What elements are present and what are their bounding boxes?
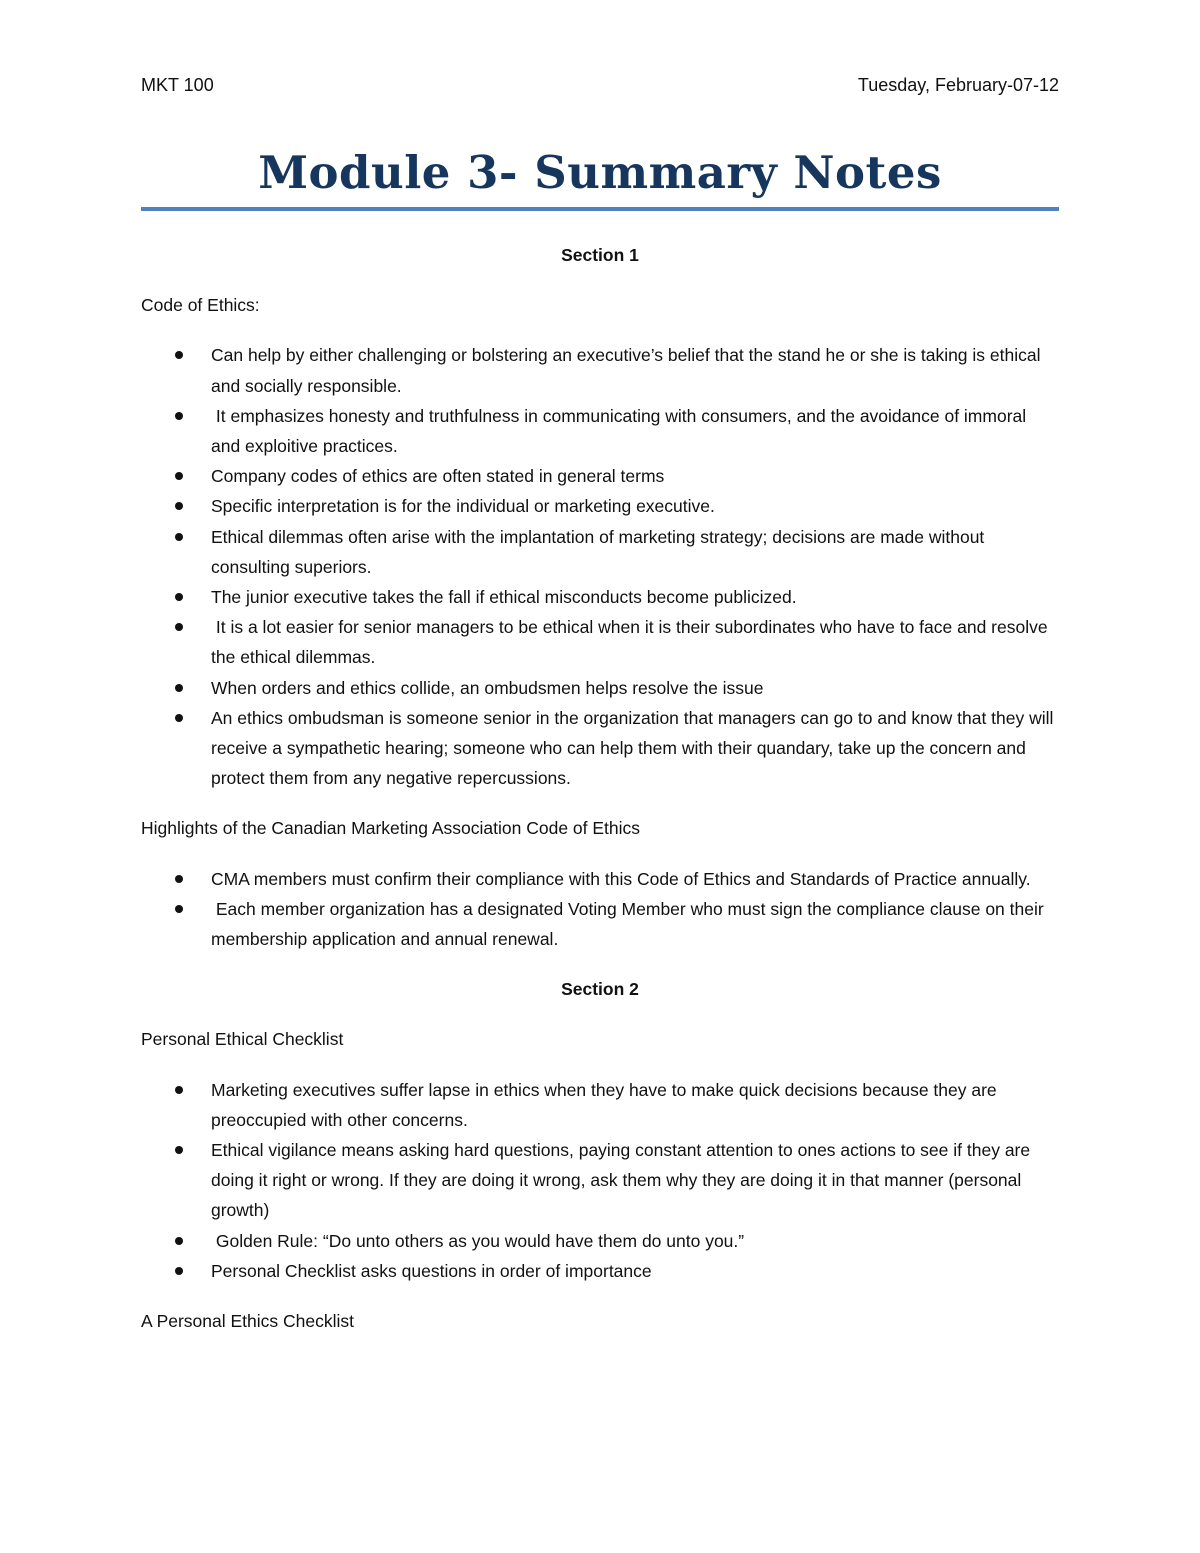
list-item-text: Golden Rule: “Do unto others as you would have them do unto you.” [211, 1230, 745, 1251]
cma-highlights-list [141, 864, 1059, 955]
list-item-text: Marketing executives suffer lapse in ethics when they have to make quick decisions because they are preoccupied with other concerns. [211, 1079, 997, 1130]
list-item-text: It is a lot easier for senior managers to be ethical when it is their subordinates who have to face and resolve the ethical dilemmas. [211, 617, 1053, 668]
bullet-icon [175, 905, 183, 913]
code-of-ethics-list [141, 340, 1059, 793]
list-item [141, 673, 1059, 703]
title-underline [141, 207, 1059, 211]
bullet-icon [175, 1086, 183, 1094]
list-item-text: Personal Checklist asks questions in order of importance [211, 1260, 652, 1281]
document-date: Tuesday, February-07-12 [857, 75, 1059, 95]
list-item-text: Company codes of ethics are often stated in general terms [211, 466, 665, 487]
list-item [141, 1075, 1059, 1135]
list-item-text: Specific interpretation is for the individual or marketing executive. [211, 496, 715, 517]
list-item [141, 401, 1059, 461]
bullet-icon [175, 593, 183, 601]
list-item [141, 864, 1059, 894]
section-1-heading: Section 1 [561, 245, 639, 265]
list-item [141, 1226, 1059, 1256]
list-item-text: Can help by either challenging or bolstering an executive’s belief that the stand he or she is taking is ethical and socially responsible. [211, 345, 1041, 396]
list-item-text: Ethical dilemmas often arise with the implantation of marketing strategy; decisions are made without consulting superiors. [211, 526, 985, 577]
list-item [141, 582, 1059, 612]
code-of-ethics-label: Code of Ethics: [141, 295, 260, 316]
list-item [141, 461, 1059, 491]
section-2-heading: Section 2 [561, 979, 639, 1000]
bullet-icon [175, 1146, 183, 1154]
list-item [141, 1256, 1059, 1286]
list-item-text: Each member organization has a designated Voting Member who must sign the compliance clause on their membership application and annual renewal. [211, 898, 1049, 950]
list-item [141, 1135, 1059, 1226]
list-item [141, 522, 1059, 582]
bullet-icon [175, 684, 183, 692]
page-title: Module 3- Summary Notes [258, 146, 942, 199]
cma-highlights-label: Highlights of the Canadian Marketing Association Code of Ethics [141, 818, 641, 839]
list-item [141, 612, 1059, 672]
list-item-text: CMA members must confirm their compliance with this Code of Ethics and Standards of Practice annually. [211, 868, 1031, 889]
bullet-icon [175, 1237, 183, 1245]
bullet-icon [175, 1267, 183, 1275]
list-item-text: Ethical vigilance means asking hard questions, paying constant attention to ones actions to see if they are doing it right or wrong. If they are doing it wrong, ask them why they are doing it in that manner (personal growth) [211, 1140, 1031, 1221]
list-item [141, 703, 1059, 794]
list-item [141, 894, 1059, 954]
bullet-icon [175, 623, 183, 631]
bullet-icon [175, 412, 183, 420]
list-item-text: When orders and ethics collide, an ombudsmen helps resolve the issue [211, 677, 764, 698]
personal-checklist-label: Personal Ethical Checklist [141, 1029, 344, 1050]
bullet-icon [175, 502, 183, 510]
bullet-icon [175, 533, 183, 541]
bullet-icon [175, 472, 183, 480]
personal-checklist-list [141, 1075, 1059, 1286]
bullet-icon [175, 714, 183, 722]
bullet-icon [175, 875, 183, 883]
personal-ethics-checklist-label: A Personal Ethics Checklist [141, 1311, 355, 1332]
list-item-text: An ethics ombudsman is someone senior in the organization that managers can go to and know that they will receive a sympathetic hearing; someone who can help them with their quandary, take up the concern and protect them from any negative repercussions. [211, 707, 1054, 789]
bullet-icon [175, 351, 183, 359]
list-item [141, 491, 1059, 521]
course-code: MKT 100 [141, 75, 214, 95]
document-body [141, 240, 1059, 1356]
list-item [141, 340, 1059, 400]
list-item-text: The junior executive takes the fall if ethical misconducts become publicized. [211, 587, 797, 608]
list-item-text: It emphasizes honesty and truthfulness in communicating with consumers, and the avoidance of immoral and exploitive practices. [211, 405, 1032, 457]
